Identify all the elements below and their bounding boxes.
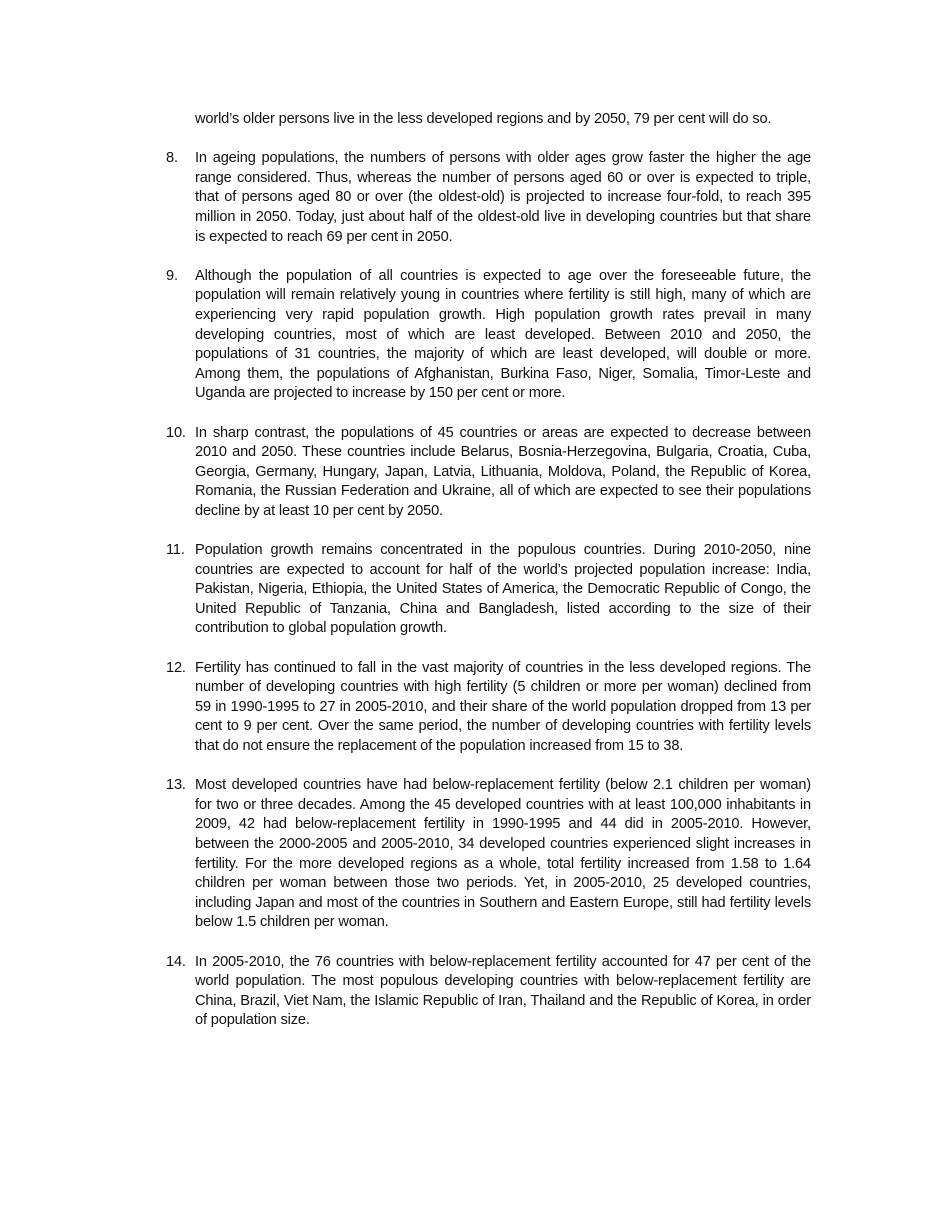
paragraph-10 xyxy=(166,424,811,522)
paragraph-11 xyxy=(166,541,811,639)
paragraph-14 xyxy=(166,953,811,1031)
document-body xyxy=(166,110,811,1051)
paragraph-12 xyxy=(166,659,811,757)
paragraph-number: 10. xyxy=(166,424,186,441)
paragraph-text: In ageing populations, the numbers of persons with older ages grow faster the higher the age range considered. Thus, whereas the number of persons aged 60 or over is expected to triple, that of persons aged 80 or over (the oldest-old) is projected to increase four-fold, to reach 395 million in 2050. Today, just about half of the oldest-old live in developing countries but that share is expected to reach 69 per cent in 2050. xyxy=(195,150,811,245)
paragraph-number: 13. xyxy=(166,777,186,794)
paragraph-number: 11. xyxy=(166,542,185,559)
paragraph-7-continuation xyxy=(166,110,811,130)
paragraph-text: world’s older persons live in the less developed regions and by 2050, 79 per cent will do so. xyxy=(195,111,772,127)
paragraph-text: In 2005-2010, the 76 countries with below-replacement fertility accounted for 47 per cent of the world population. The most populous developing countries with below-replacement fertility are China, Brazil, Viet Nam, the Islamic Republic of Iran, Thailand and the Republic of Korea, in order of population size. xyxy=(195,953,811,1029)
paragraph-8 xyxy=(166,149,811,247)
paragraph-number: 14. xyxy=(166,953,186,970)
paragraph-number: 9. xyxy=(166,267,178,284)
paragraph-13 xyxy=(166,776,811,933)
paragraph-text: Most developed countries have had below-replacement fertility (below 2.1 children per woman) for two or three decades. Among the 45 developed countries with at least 100,000 inhabitants in 2009, 42 had below-replacement fertility in 1990-1995 and 44 did in 2005-2010. However, between the 2000-2005 and 2005-2010, 34 developed countries experienced slight increases in fertility. For the more developed regions as a whole, total fertility increased from 1.58 to 1.64 children per woman between those two periods. Yet, in 2005-2010, 25 developed countries, including Japan and most of the countries in Southern and Eastern Europe, still had fertility levels below 1.5 children per woman. xyxy=(195,777,811,931)
paragraph-9 xyxy=(166,267,811,404)
paragraph-number: 12. xyxy=(166,659,186,676)
paragraph-text: Population growth remains concentrated in the populous countries. During 2010-2050, nine countries are expected to account for half of the world’s projected population increase: India, Pakistan, Nigeria, Ethiopia, the United States of America, the Democratic Republic of Congo, the United Republic of Tanzania, China and Bangladesh, listed according to the size of their contribution to global population growth. xyxy=(195,542,811,637)
paragraph-text: Although the population of all countries is expected to age over the foreseeable future, the population will remain relatively young in countries where fertility is still high, many of which are experiencing very rapid population growth. High population growth rates prevail in many developing countries, most of which are least developed. Between 2010 and 2050, the populations of 31 countries, the majority of which are least developed, will double or more. Among them, the populations of Afghanistan, Burkina Faso, Niger, Somalia, Timor-Leste and Uganda are projected to increase by 150 per cent or more. xyxy=(195,267,811,402)
paragraph-text: Fertility has continued to fall in the vast majority of countries in the less developed regions. The number of developing countries with high fertility (5 children or more per woman) declined from 59 in 1990-1995 to 27 in 2005-2010, and their share of the world population dropped from 13 per cent to 9 per cent. Over the same period, the number of developing countries with fertility levels that do not ensure the replacement of the population increased from 15 to 38. xyxy=(195,659,811,754)
paragraph-text: In sharp contrast, the populations of 45 countries or areas are expected to decrease between 2010 and 2050. These countries include Belarus, Bosnia-Herzegovina, Bulgaria, Croatia, Cuba, Georgia, Germany, Hungary, Japan, Latvia, Lithuania, Moldova, Poland, the Republic of Korea, Romania, the Russian Federation and Ukraine, all of which are expected to see their populations decline by at least 10 per cent by 2050. xyxy=(195,424,811,519)
paragraph-number: 8. xyxy=(166,150,178,167)
